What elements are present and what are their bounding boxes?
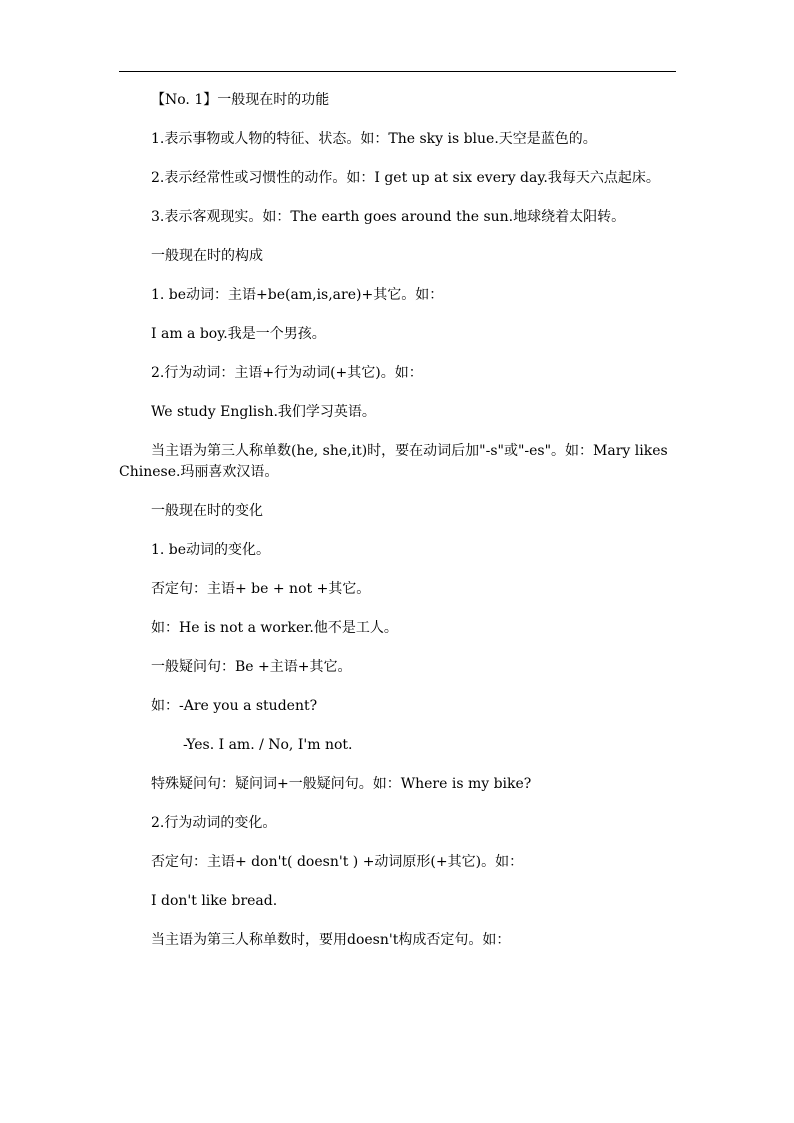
example-sentence: We study English.我们学习英语。 xyxy=(151,404,376,420)
paragraph: 3.表示客观现实。如：The earth goes around the sun.地球绕着太阳转。 xyxy=(151,209,626,225)
paragraph: 1.表示事物或人物的特征、状态。如：The sky is blue.天空是蓝色的。 xyxy=(151,131,597,147)
paragraph: 2.表示经常性或习惯性的动作。如：I get up at six every day.我每天六点起床。 xyxy=(151,170,660,186)
paragraph: 一般疑问句：Be +主语+其它。 xyxy=(151,659,352,675)
example-answer: -Yes. I am. / No, I'm not. xyxy=(183,737,353,753)
paragraph: 2.行为动词：主语+行为动词(+其它)。如： xyxy=(151,365,423,381)
section-heading-structure: 一般现在时的构成 xyxy=(151,248,263,264)
paragraph: 否定句：主语+ be + not +其它。 xyxy=(151,581,371,597)
paragraph: 1. be动词：主语+be(am,is,are)+其它。如： xyxy=(151,287,444,303)
paragraph: 2.行为动词的变化。 xyxy=(151,815,277,831)
paragraph: 当主语为第三人称单数(he, she,it)时，要在动词后加"-s"或"-es"。如：Mary likes Chinese.玛丽喜欢汉语。 xyxy=(119,443,668,480)
document-body xyxy=(119,90,679,969)
example-sentence: 如：-Are you a student? xyxy=(151,698,318,714)
example-sentence: I am a boy.我是一个男孩。 xyxy=(151,326,326,342)
paragraph: 特殊疑问句：疑问词+一般疑问句。如：Where is my bike? xyxy=(151,776,532,792)
example-sentence: I don't like bread. xyxy=(151,893,278,909)
example-sentence: 如：He is not a worker.他不是工人。 xyxy=(151,620,398,636)
section-heading-changes: 一般现在时的变化 xyxy=(151,503,263,519)
paragraph: 1. be动词的变化。 xyxy=(151,542,271,558)
paragraph: 否定句：主语+ don't( doesn't ) +动词原形(+其它)。如： xyxy=(151,854,524,870)
paragraph: 当主语为第三人称单数时，要用doesn't构成否定句。如： xyxy=(151,932,511,948)
section-heading-function: 【No. 1】一般现在时的功能 xyxy=(151,92,330,108)
header-rule xyxy=(119,71,676,72)
